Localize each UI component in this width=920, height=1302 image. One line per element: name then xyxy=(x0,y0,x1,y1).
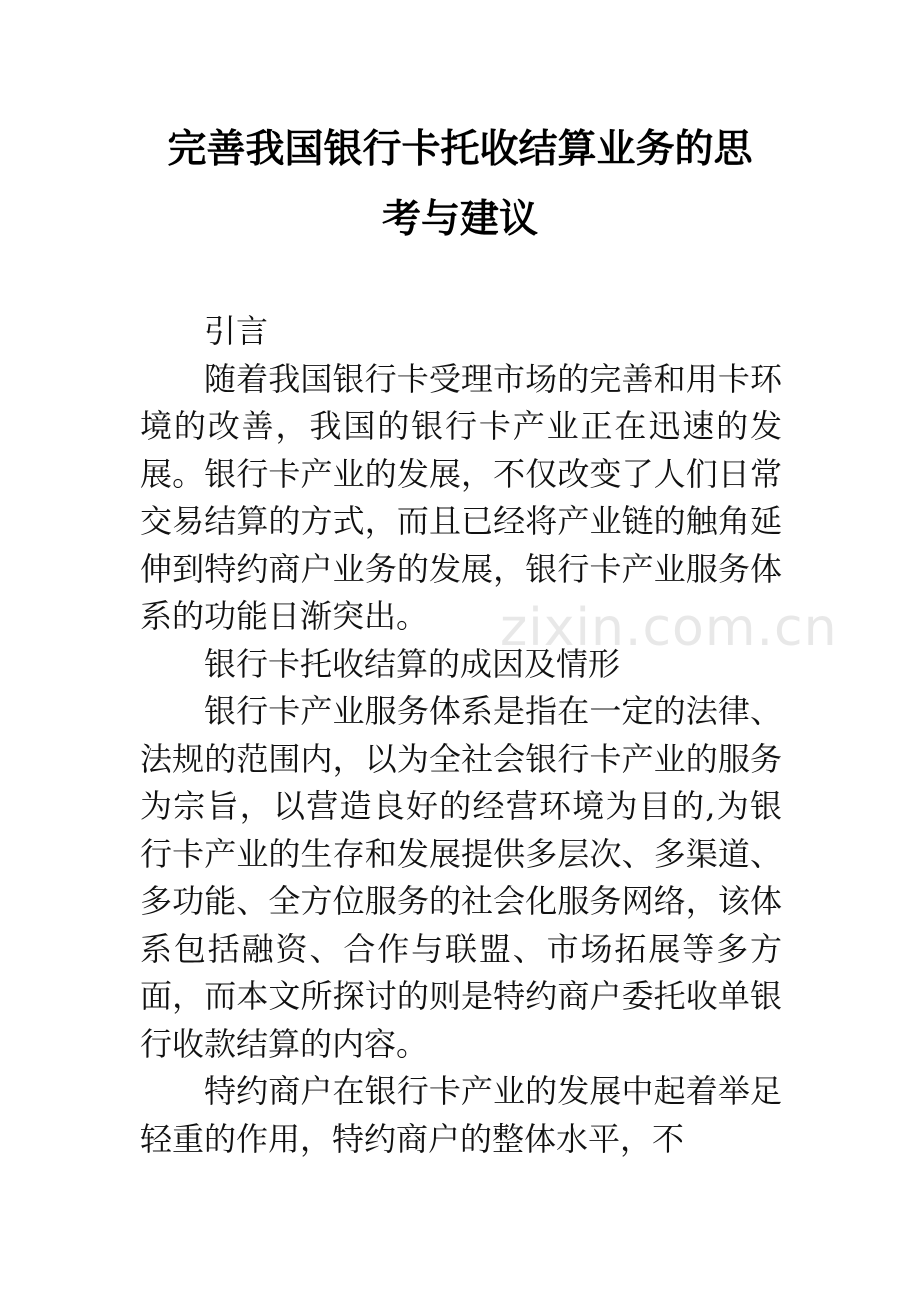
section-heading-intro: 引言 xyxy=(204,312,269,350)
document-title-line-1: 完善我国银行卡托收结算业务的思 xyxy=(167,127,753,172)
paragraph: 随着我国银行卡受理市场的完善和用卡环境的改善，我国的银行卡产业正在迅速的发展。银行卡产业的发展，不仅改变了人们日常交易结算的方式，而且已经将产业链的触角延伸到特约商户业务的发展，银行卡产业服务体系的功能日渐突出。 xyxy=(140,359,782,635)
section-heading-causes: 银行卡托收结算的成因及情形 xyxy=(204,644,621,683)
paragraph: 银行卡产业服务体系是指在一定的法律、法规的范围内，以为全社会银行卡产业的服务为宗旨，以营造良好的经营环境为目的,为银行卡产业的生存和发展提供多层次、多渠道、多功能、全方位服务的社会化服务网络，该体系包括融资、合作与联盟、市场拓展等多方面，而本文所探讨的则是特约商户委托收单银行收款结算的内容。 xyxy=(140,692,782,1063)
watermark: zixin.com.cn xyxy=(500,598,838,658)
paragraph: 特约商户在银行卡产业的发展中起着举足轻重的作用，特约商户的整体水平，不 xyxy=(140,1072,782,1158)
document-title-line-2: 考与建议 xyxy=(381,197,538,242)
document-body xyxy=(140,308,782,1163)
